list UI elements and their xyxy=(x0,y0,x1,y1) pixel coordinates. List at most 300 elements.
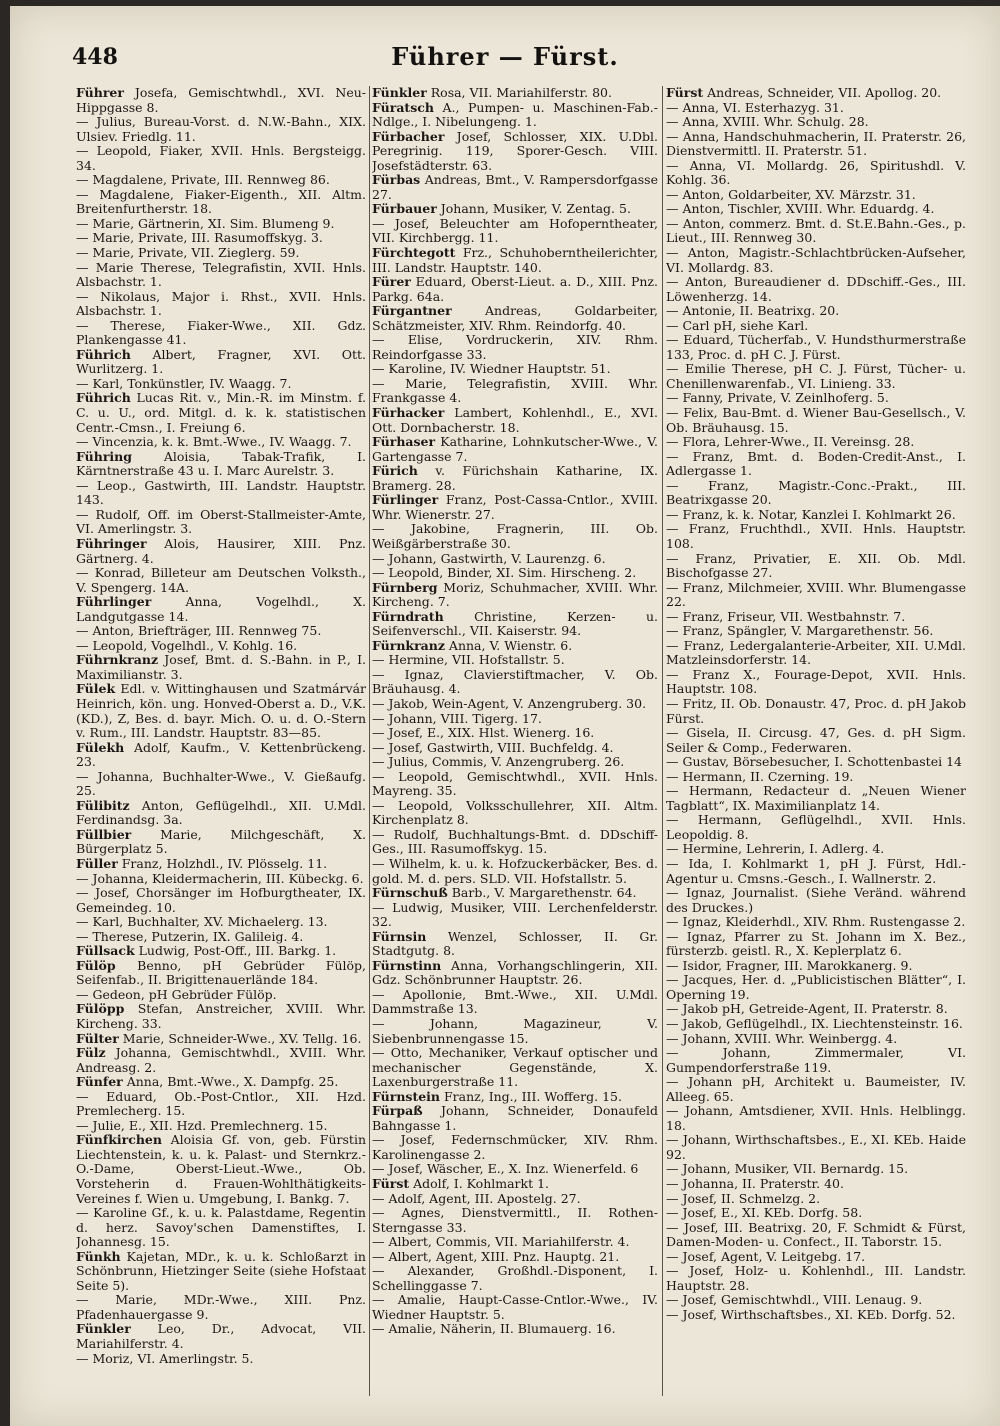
entry-name: — Anton, xyxy=(76,623,135,639)
entry-name: — Leopold, xyxy=(76,143,152,159)
entry-details: Dienstvermittl., II. Rothen-Sterngasse 33. xyxy=(372,1205,658,1235)
entry-details: Bureaudiener d. DDschiff.-Ges., III. Löwenherzg. 14. xyxy=(666,274,966,304)
column-divider xyxy=(369,86,370,1396)
entry-details: A., Pumpen- u. Maschinen-Fab.-Ndlge., I. Nibelungeng. 1. xyxy=(372,99,658,130)
directory-entry xyxy=(666,1221,966,1250)
directory-entry xyxy=(372,653,658,668)
entry-name: — Otto, xyxy=(372,1045,423,1061)
entry-details: Journalist. (Siehe Veränd. während des Druckes.) xyxy=(666,885,966,915)
directory-entry xyxy=(76,886,366,915)
entry-details: Gastwirth, VIII. Buchfeldg. 4. xyxy=(422,739,614,755)
entry-details: Briefträger, III. Rennweg 75. xyxy=(134,623,322,639)
entry-name: Führing xyxy=(76,448,132,464)
entry-details: Franz, Holzhdl., IV. Plösselg. 11. xyxy=(117,855,328,871)
entry-name: — Konrad, xyxy=(76,565,145,581)
directory-entry xyxy=(372,435,658,464)
directory-page xyxy=(10,6,1000,1426)
entry-details: Fruchthdl., XVII. Hnls. Hauptstr. 108. xyxy=(666,521,966,551)
entry-details: Anton, Geflügelhdl., XII. U.Mdl. Ferdinandsg. 3a. xyxy=(76,797,366,828)
directory-entry xyxy=(666,770,966,785)
directory-entry xyxy=(76,799,366,828)
entry-name: — Moriz, xyxy=(76,1350,134,1366)
entry-name: — Isidor, xyxy=(666,957,722,973)
entry-name: — Leopold, xyxy=(76,637,148,653)
directory-entry xyxy=(372,1104,658,1133)
entry-name: — Vincenzia, xyxy=(76,434,158,450)
entry-name: Fürnstein xyxy=(372,1088,441,1104)
directory-entry xyxy=(666,1264,966,1293)
entry-details: E., XI. KEb. Dorfg. 58. xyxy=(716,1205,863,1221)
entry-name: — Josef, xyxy=(372,739,423,755)
entry-name: — Johann, xyxy=(666,1161,731,1177)
directory-entry xyxy=(666,1206,966,1221)
entry-name: Fülter xyxy=(76,1030,119,1046)
entry-name: — Anna, xyxy=(666,99,720,115)
directory-entry xyxy=(372,1206,658,1235)
entry-details: Gf., k. u. k. Palastdame, Regentin d. herz. Savoy'schen Damenstiftes, I. Johannesg. 15. xyxy=(76,1205,366,1250)
entry-details: VI. Esterhazyg. 31. xyxy=(719,99,844,115)
entry-name: — Amalie, xyxy=(372,1292,446,1308)
directory-entry xyxy=(76,624,366,639)
entry-name: — Johanna, xyxy=(76,870,149,886)
directory-entry xyxy=(666,275,966,304)
entry-details: Johann, Musiker, V. Zentag. 5. xyxy=(436,201,631,217)
directory-entry xyxy=(666,86,966,101)
directory-entry xyxy=(372,1264,658,1293)
entry-name: — Fanny, xyxy=(666,390,724,406)
entry-details: Adolf, I. Kohlmarkt 1. xyxy=(409,1176,550,1192)
entry-details: Agent, V. Leitgebg. 17. xyxy=(716,1248,866,1264)
directory-entry xyxy=(666,246,966,275)
directory-entry xyxy=(372,1235,658,1250)
entry-name: — Eduard, xyxy=(76,1088,157,1104)
entry-details: Andreas, Bmt., V. Rampersdorfgasse 27. xyxy=(372,172,658,202)
entry-name: — Eduard, xyxy=(666,332,734,348)
directory-entry xyxy=(666,304,966,319)
entry-details: Commis, VII. Mariahilferstr. 4. xyxy=(431,1234,630,1250)
directory-entry xyxy=(666,406,966,435)
directory-entry xyxy=(666,813,966,842)
directory-entry xyxy=(76,377,366,392)
entry-details: Private, III. Rasumoffskyg. 3. xyxy=(134,230,323,246)
directory-entry xyxy=(666,842,966,857)
entry-name: Fürnstinn xyxy=(372,957,442,973)
entry-details: Leo, Dr., Advocat, VII. Mariahilferstr. 4. xyxy=(76,1321,366,1352)
directory-entry xyxy=(76,435,366,450)
entry-name: — Jakob, xyxy=(666,1016,723,1031)
directory-entry xyxy=(372,333,658,362)
entry-name: — Jakob, xyxy=(372,695,429,711)
entry-name: Fürnberg xyxy=(372,579,438,595)
directory-entry xyxy=(666,435,966,450)
entry-details: Private, VII. Zieglerg. 59. xyxy=(134,245,300,261)
entry-name: — Julie, xyxy=(76,1117,125,1133)
entry-details: Anna, Vorhangschlingerin, XII. Gdz. Schönbrunner Hauptstr. 26. xyxy=(372,957,658,988)
entry-name: — Karl, xyxy=(76,375,124,391)
entry-name: — Amalie, xyxy=(372,1321,437,1337)
entry-details: Gemischtwhdl., XVII. Hnls. Mayreng. 35. xyxy=(372,768,658,799)
entry-details: Lucas Rit. v., Min.-R. im Minstm. f. C. u. U., ord. Mitgl. d. k. k. statistischen Centr.-Cmsn., I. Freiung 6. xyxy=(76,390,366,435)
entry-details: pH, Architekt u. Baumeister, IV. Alleeg. 65. xyxy=(666,1074,966,1104)
directory-entry xyxy=(76,319,366,348)
entry-details: Pfarrer zu St. Johann im X. Bez., fürsterzb. geistl. R., X. Keplerplatz 6. xyxy=(666,928,966,959)
directory-entry xyxy=(372,799,658,828)
directory-entry xyxy=(76,828,366,857)
directory-entry xyxy=(666,726,966,755)
entry-name: Fürnsin xyxy=(372,928,427,944)
entry-details: Friseur, VII. Westbahnstr. 7. xyxy=(723,608,906,624)
entry-name: — Marie Therese, xyxy=(76,259,196,275)
directory-entry xyxy=(372,1322,658,1337)
entry-details: Commis, V. Anzengruberg. 26. xyxy=(427,754,625,770)
directory-entry xyxy=(76,1119,366,1134)
directory-entry xyxy=(372,566,658,581)
entry-name: — Josef, xyxy=(372,215,430,231)
entry-details: Volksschullehrer, XII. Altm. Kirchenplatz 8. xyxy=(372,797,658,828)
entry-name: — Anna, xyxy=(666,157,727,173)
entry-name: — Rudolf, xyxy=(372,826,439,842)
entry-name: — Flora, xyxy=(666,434,721,450)
directory-entry xyxy=(666,1177,966,1192)
entry-details: Private, III. Rennweg 86. xyxy=(167,172,330,188)
entry-name: Fülöpp xyxy=(76,1001,125,1017)
entry-details: Anna, V. Wienstr. 6. xyxy=(444,637,573,653)
entry-name: — Karoline xyxy=(76,1205,147,1221)
entry-name: Fülekh xyxy=(76,739,125,755)
entry-details: pH Gebrüder Fülöp. xyxy=(144,986,277,1002)
entry-details: Milchmeier, XVIII. Whr. Blumengasse 22. xyxy=(666,579,966,610)
directory-entry xyxy=(76,348,366,377)
entry-details: Lehrerin, I. Adlerg. 4. xyxy=(742,841,885,857)
entry-details: VII. Hofstallstr. 5. xyxy=(448,652,565,668)
entry-details: Magistr.-Conc.-Prakt., III. Beatrixgasse 20. xyxy=(666,477,966,508)
directory-entry xyxy=(372,493,658,522)
entry-details: Holz- u. Kohlenhdl., III. Landstr. Hauptstr. 28. xyxy=(666,1263,966,1293)
entry-details: Ob.-Post-Cntlor., XII. Hzd. Premlecherg. 15. xyxy=(76,1088,366,1119)
entry-name: — Leopold, xyxy=(372,768,454,784)
entry-name: Füller xyxy=(76,855,118,871)
entry-details: Benno, pH Gebrüder Fülöp, Seifenfab., II. Brigittenauerlände 184. xyxy=(76,957,366,988)
entry-name: Fürbauer xyxy=(372,201,437,217)
entry-details: pH, siehe Karl. xyxy=(709,317,809,333)
directory-entry xyxy=(372,275,658,304)
column-3 xyxy=(666,86,966,1416)
directory-entry xyxy=(372,1046,658,1090)
entry-name: — Gisela, xyxy=(666,725,730,741)
directory-entry xyxy=(666,915,966,930)
page-number: 448 xyxy=(72,44,118,70)
directory-entry xyxy=(666,886,966,915)
entry-details: Barb., V. Margarethenstr. 64. xyxy=(447,885,637,901)
directory-entry xyxy=(76,1322,366,1351)
entry-details: II. Beatrixg. 20. xyxy=(735,303,840,319)
entry-name: — Emilie Therese, xyxy=(666,361,788,377)
entry-details: Agent, XIII. Pnz. Hauptg. 21. xyxy=(431,1248,620,1264)
entry-details: Musiker, VII. Bernardg. 15. xyxy=(730,1161,909,1177)
directory-entry xyxy=(76,741,366,770)
entry-name: Fülz xyxy=(76,1045,106,1061)
directory-entry xyxy=(76,261,366,290)
directory-entry xyxy=(666,930,966,959)
entry-details: Aloisia Gf. von, geb. Fürstin Liechtenstein, k. u. k. Palast- und Sternkrz.-O.-Dame, Oberst-Lieut.-Wwe., Ob. Vorsteherin d. Frauen-Wohlthätigkeits-Vereines f. Wien u. Umgebung, I. Bankg. 7. xyxy=(76,1132,366,1206)
entry-details: Fiaker-Eigenth., XII. Altm. Breitenfurtherstr. 18. xyxy=(76,186,366,217)
directory-entry xyxy=(666,1293,966,1308)
directory-entry xyxy=(666,1017,966,1032)
entry-name: Fürich xyxy=(372,463,418,479)
directory-entry xyxy=(76,988,366,1003)
directory-entry xyxy=(372,712,658,727)
entry-name: — Franz, xyxy=(666,579,724,595)
directory-entry xyxy=(76,872,366,887)
directory-entry xyxy=(372,755,658,770)
directory-entry xyxy=(76,144,366,173)
entry-name: — Johanna, xyxy=(666,1176,739,1192)
entry-name: — Josef, xyxy=(666,1205,717,1221)
entry-details: Wäscher, E., X. Inz. Wienerfeld. 6 xyxy=(422,1161,639,1177)
entry-details: Bau-Bmt. d. Wiener Bau-Gesellsch., V. Ob. Bräuhausg. 15. xyxy=(666,405,966,435)
entry-name: — Karl, xyxy=(76,914,124,930)
entry-name: — Josef, xyxy=(666,1263,724,1279)
entry-name: Fülek xyxy=(76,681,116,697)
entry-details: Ludwig, Post-Off., III. Barkg. 1. xyxy=(134,943,337,959)
entry-details: Andreas, Schneider, VII. Apollog. 20. xyxy=(703,86,942,100)
directory-entry xyxy=(76,959,366,988)
directory-entry xyxy=(372,988,658,1017)
entry-name: — Franz, xyxy=(666,477,749,493)
directory-entry xyxy=(76,566,366,595)
directory-entry xyxy=(76,1352,366,1367)
entry-name: — Hermann, xyxy=(666,812,762,828)
entry-details: Kajetan, MDr., k. u. k. Schloßarzt in Schönbrunn, Hietzinger Seite (siehe Hofstaat Seite 5). xyxy=(76,1248,366,1293)
entry-name: — Josef, xyxy=(666,1248,717,1264)
entry-name: — Albert, xyxy=(372,1248,432,1264)
directory-entry xyxy=(76,290,366,319)
directory-entry xyxy=(372,1293,658,1322)
entry-name: Fürer xyxy=(372,274,411,290)
entry-details: Johann, Schneider, Donaufeld Bahngasse 1. xyxy=(372,1103,658,1133)
entry-name: — Leopold, xyxy=(372,797,453,813)
directory-entry xyxy=(666,1250,966,1265)
entry-name: Fürbas xyxy=(372,172,421,188)
entry-details: Anna, Bmt.-Wwe., X. Dampfg. 25. xyxy=(122,1074,339,1090)
entry-details: Fragnerin, III. Ob. Weißgärberstraße 30. xyxy=(372,521,658,551)
directory-entry xyxy=(666,1104,966,1133)
entry-details: Alois, Hausirer, XIII. Pnz. Gärtnerg. 4. xyxy=(76,535,366,566)
directory-entry xyxy=(666,522,966,551)
entry-details: Aloisia, Tabak-Trafik, I. Kärntnerstraße 43 u. I. Marc Aurelstr. 3. xyxy=(76,448,366,479)
entry-details: Wirthschaftsbes., XI. KEb. Dorfg. 52. xyxy=(716,1306,956,1322)
directory-entry xyxy=(666,202,966,217)
column-1 xyxy=(76,86,366,1416)
entry-name: — Josef, xyxy=(372,1132,436,1148)
entry-details: Mechaniker, Verkauf optischer und mechanischer Gegenstände, X. Laxenburgerstraße 11. xyxy=(372,1045,658,1090)
entry-name: — Alexander, xyxy=(372,1263,475,1279)
directory-entry xyxy=(372,930,658,959)
entry-details: Christine, Kerzen- u. Seifenverschl., VII. Kaiserstr. 94. xyxy=(372,608,658,639)
entry-details: II. Ob. Donaustr. 47, Proc. d. pH Jakob Fürst. xyxy=(666,695,966,726)
entry-name: — Marie, xyxy=(372,375,447,391)
entry-details: MDr.-Wwe., XIII. Pnz. Pfadenhauergasse 9. xyxy=(76,1292,366,1322)
entry-details: Musiker, VIII. Lerchenfelderstr. 32. xyxy=(372,899,658,930)
directory-entry xyxy=(372,639,658,654)
entry-name: Führich xyxy=(76,390,131,406)
entry-name: Fürlinger xyxy=(372,492,439,508)
entry-name: — Anna, xyxy=(666,114,720,130)
directory-entry xyxy=(76,915,366,930)
entry-details: Privatier, E. XII. Ob. Mdl. Bischofgasse 27. xyxy=(666,550,966,581)
entry-name: — Johann, xyxy=(372,1016,479,1031)
entry-details: Marie, Schneider-Wwe., XV. Tellg. 16. xyxy=(118,1030,362,1046)
directory-entry xyxy=(372,406,658,435)
entry-name: — Franz, xyxy=(666,506,724,522)
entry-name: — Johann, xyxy=(666,1045,771,1061)
entry-name: — Ida, xyxy=(666,855,713,871)
entry-details: Gemischtwhdl., VIII. Lenaug. 9. xyxy=(716,1292,923,1308)
entry-details: Zimmermaler, VI. Gumpendorferstraße 119. xyxy=(666,1045,966,1075)
entry-details: Geflügelhdl., XVII. Hnls. Leopoldig. 8. xyxy=(666,812,966,842)
entry-name: — Julius, xyxy=(372,754,428,770)
entry-details: Albert, Fragner, XVI. Ott. Wurlitzerg. 1. xyxy=(76,346,366,377)
directory-entry xyxy=(76,115,366,144)
directory-entry xyxy=(372,697,658,712)
directory-entry xyxy=(372,610,658,639)
directory-entry xyxy=(372,86,658,101)
entry-name: — Adolf, xyxy=(372,1190,426,1206)
directory-entry xyxy=(666,973,966,1002)
entry-details: Gastwirth, V. Laurenzg. 6. xyxy=(436,550,606,566)
directory-entry xyxy=(76,1250,366,1294)
entry-name: — Leop., xyxy=(76,477,137,493)
entry-details: Geflügelhdl., IX. Liechtensteinstr. 16. xyxy=(722,1016,963,1031)
directory-entry xyxy=(666,1133,966,1162)
directory-entry xyxy=(666,668,966,697)
entry-details: E., XII. Hzd. Premlechnerg. 15. xyxy=(124,1117,328,1133)
directory-entry xyxy=(666,959,966,974)
entry-details: Private, V. Zeinlhoferg. 5. xyxy=(723,390,889,406)
directory-entry xyxy=(372,726,658,741)
entry-name: Führinger xyxy=(76,535,147,551)
entry-details: Beleuchter am Hofoperntheater, VII. Kirchbergg. 11. xyxy=(372,215,658,246)
entry-details: Marie, Milchgeschäft, X. Bürgerplatz 5. xyxy=(76,826,366,857)
directory-entry xyxy=(372,1133,658,1162)
entry-details: Josefa, Gemischtwhdl., XVI. Neu-Hippgasse 8. xyxy=(76,86,366,115)
directory-entry xyxy=(372,246,658,275)
entry-name: Führer xyxy=(76,86,124,100)
entry-details: XVIII. Whr. Weinbergg. 4. xyxy=(730,1030,898,1046)
entry-name: — Leopold, xyxy=(372,565,444,581)
directory-entry xyxy=(666,1075,966,1104)
directory-entry xyxy=(76,231,366,246)
entry-name: — Franz, xyxy=(666,448,734,464)
entry-details: Fiaker-Wwe., XII. Gdz. Plankengasse 41. xyxy=(76,317,366,348)
entry-name: — Anton, xyxy=(666,245,730,261)
directory-entry xyxy=(666,624,966,639)
entry-name: — Franz, xyxy=(666,550,737,566)
entry-details: Tischler, XVIII. Whr. Eduardg. 4. xyxy=(724,201,935,217)
entry-details: Off. im Oberst-Stallmeister-Amte, VI. Amerlingstr. 3. xyxy=(76,506,366,537)
entry-details: Anna, Vogelhdl., X. Landgutgasse 14. xyxy=(76,594,366,624)
column-2 xyxy=(372,86,658,1416)
entry-name: Fürhaser xyxy=(372,434,436,450)
entry-name: — Jakob xyxy=(666,1001,719,1017)
entry-name: — Josef, xyxy=(666,1306,717,1322)
directory-entry xyxy=(76,944,366,959)
entry-name: Fülibitz xyxy=(76,797,130,813)
entry-name: — Hermine, xyxy=(666,841,743,857)
entry-details: I. Kohlmarkt 1, pH J. Fürst, Hdl.-Agentur u. Cmsns.-Gesch., I. Wallnerstr. 2. xyxy=(666,855,966,886)
entry-name: — Anton, xyxy=(666,186,725,202)
directory-entry xyxy=(666,508,966,523)
entry-details: II. Circusg. 47, Ges. d. pH Sigm. Seiler & Comp., Federwaren. xyxy=(666,725,966,755)
directory-entry xyxy=(666,610,966,625)
directory-entry xyxy=(372,857,658,886)
directory-entry xyxy=(666,188,966,203)
entry-name: — Elise, xyxy=(372,332,443,348)
directory-entry xyxy=(372,741,658,756)
directory-entry xyxy=(666,1308,966,1323)
entry-name: — Gedeon, xyxy=(76,986,145,1002)
running-head: Führer — Fürst. xyxy=(391,42,619,71)
column-divider xyxy=(662,86,663,1396)
directory-entry xyxy=(372,828,658,857)
directory-entry xyxy=(372,130,658,174)
entry-name: — Josef, xyxy=(76,885,130,901)
directory-entry xyxy=(76,1075,366,1090)
entry-details: Moriz, Schuhmacher, XVIII. Whr. Kircheng. 7. xyxy=(372,579,658,610)
entry-name: — Franz X., xyxy=(666,666,761,682)
directory-entry xyxy=(76,653,366,682)
entry-details: Agent, III. Apostelg. 27. xyxy=(425,1190,581,1206)
entry-name: — Magdalene, xyxy=(76,172,167,188)
directory-entry xyxy=(666,130,966,159)
entry-details: k. u. k. Hofzuckerbäcker, Bes. d. gold. M. d. pers. SLD. VII. Hofstallstr. 5. xyxy=(372,855,658,886)
entry-name: — Rudolf, xyxy=(76,506,141,522)
directory-entry xyxy=(666,1046,966,1075)
entry-details: pH, Getreide-Agent, II. Praterstr. 8. xyxy=(718,1001,948,1017)
directory-entry xyxy=(666,391,966,406)
directory-entry xyxy=(372,959,658,988)
entry-details: Katharine, Lohnkutscher-Wwe., V. Gartengasse 7. xyxy=(372,434,658,464)
entry-name: — Fritz, xyxy=(666,695,717,711)
entry-details: Eduard, Oberst-Lieut. a. D., XIII. Pnz. Parkg. 64a. xyxy=(372,274,658,304)
entry-name: — Josef, xyxy=(666,1219,719,1235)
directory-entry xyxy=(76,1046,366,1075)
directory-entry xyxy=(666,217,966,246)
entry-details: Clavierstiftmacher, V. Ob. Bräuhausg. 4. xyxy=(372,666,658,697)
entry-details: Bmt. d. Boden-Credit-Anst., I. Adlergasse 1. xyxy=(666,448,966,479)
directory-entry xyxy=(666,857,966,886)
entry-name: Führich xyxy=(76,346,131,362)
directory-entry xyxy=(372,101,658,130)
entry-name: — Therese, xyxy=(76,317,166,333)
directory-entry xyxy=(666,115,966,130)
entry-details: Binder, XI. Sim. Hirscheng. 2. xyxy=(443,565,637,581)
entry-name: — Franz, xyxy=(666,521,730,537)
directory-entry xyxy=(372,770,658,799)
entry-name: — Jacques, xyxy=(666,972,737,988)
directory-entry xyxy=(372,217,658,246)
directory-entry xyxy=(76,1002,366,1031)
entry-details: Näherin, II. Blumauerg. 16. xyxy=(436,1321,616,1337)
entry-name: — Julius, xyxy=(76,114,136,130)
entry-details: Fiaker, XVII. Hnls. Bergsteigg. 34. xyxy=(76,143,366,173)
directory-entry xyxy=(372,581,658,610)
entry-details: Börsebesucher, I. Schottenbastei 14 xyxy=(728,754,962,770)
entry-details: Buchhalter, XV. Michaelerg. 13. xyxy=(123,914,328,930)
entry-details: Großhdl.-Disponent, I. Schellinggasse 7. xyxy=(372,1263,658,1293)
entry-details: Gärtnerin, XI. Sim. Blumeng 9. xyxy=(134,215,335,231)
directory-entry xyxy=(76,217,366,232)
